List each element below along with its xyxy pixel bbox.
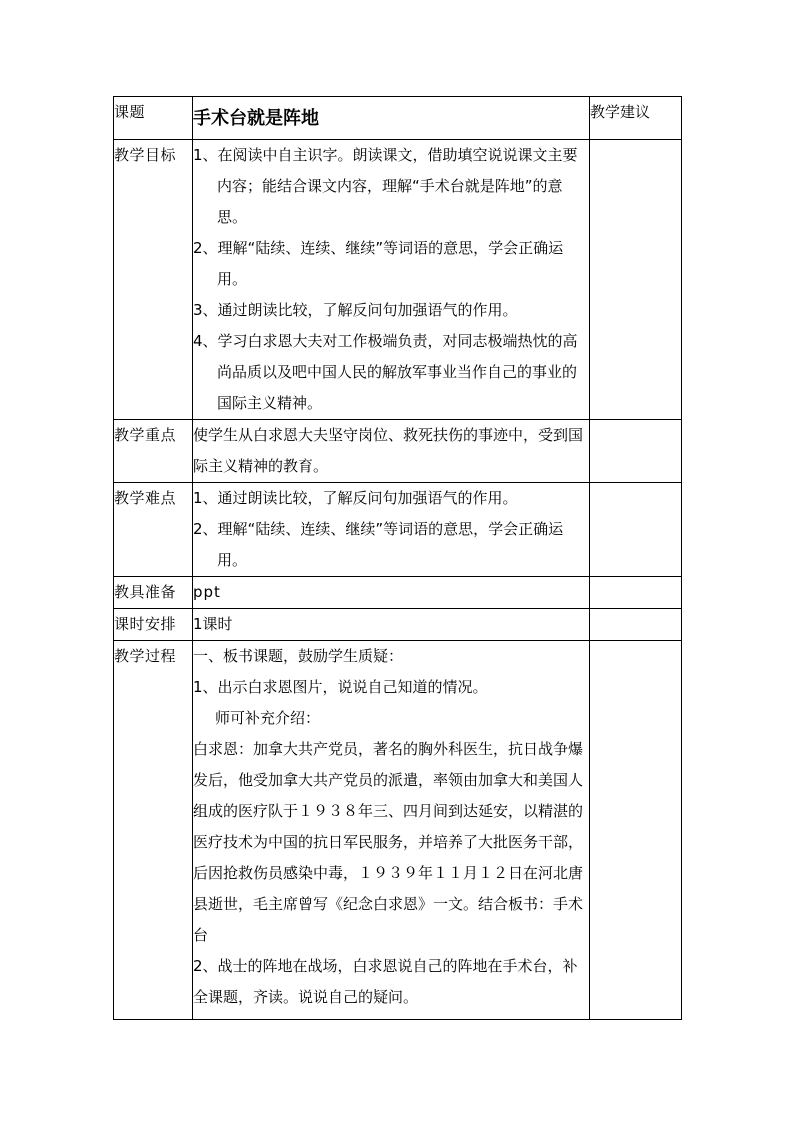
label-objectives: 教学目标 xyxy=(114,140,193,420)
row-schedule xyxy=(114,609,682,641)
schedule-cell xyxy=(193,609,590,641)
label-difficulties: 教学难点 xyxy=(114,483,193,577)
lesson-plan-table xyxy=(113,96,682,1020)
process-line: 1、出示白求恩图片，说说自己知道的情况。 xyxy=(193,678,488,696)
materials-text: ppt xyxy=(193,583,221,601)
schedule-text: 1课时 xyxy=(193,615,233,633)
advice-objectives xyxy=(590,140,682,420)
difficulties-cell xyxy=(193,483,590,577)
lesson-title: 手术台就是阵地 xyxy=(193,108,319,129)
difficulty-item: 1、通过朗读比较，了解反问句加强语气的作用。 xyxy=(193,489,518,507)
advice-difficulties xyxy=(590,483,682,577)
materials-cell xyxy=(193,577,590,609)
advice-header: 教学建议 xyxy=(590,97,682,140)
row-difficulties xyxy=(114,483,682,577)
objectives-cell xyxy=(193,140,590,420)
label-schedule: 课时安排 xyxy=(114,609,193,641)
advice-materials xyxy=(590,577,682,609)
objective-item: 3、通过朗读比较，了解反问句加强语气的作用。 xyxy=(193,301,518,319)
process-line: 一、板书课题，鼓励学生质疑： xyxy=(193,647,404,665)
process-cell xyxy=(193,641,590,1020)
lesson-title-cell xyxy=(193,97,590,140)
advice-key-points xyxy=(590,420,682,483)
objective-item: 4、学习白求恩大夫对工作极端负责，对同志极端热忱的高尚品质以及吧中国人民的解放军事业当作自己的事业的国际主义精神。 xyxy=(193,332,578,412)
objective-item: 1、在阅读中自主识字。朗读课文，借助填空说说课文主要内容；能结合课文内容，理解“手术台就是阵地”的意思。 xyxy=(193,146,578,226)
row-process xyxy=(114,641,682,1020)
label-key-points: 教学重点 xyxy=(114,420,193,483)
row-objectives xyxy=(114,140,682,420)
advice-schedule xyxy=(590,609,682,641)
label-materials: 教具准备 xyxy=(114,577,193,609)
key-points-text: 使学生从白求恩大夫坚守岗位、救死扶伤的事迹中，受到国际主义精神的教育。 xyxy=(193,426,584,475)
objective-item: 2、理解“陆续、连续、继续”等词语的意思，学会正确运用。 xyxy=(193,239,564,288)
difficulty-item: 2、理解“陆续、连续、继续”等词语的意思，学会正确运用。 xyxy=(193,520,564,569)
advice-process xyxy=(590,641,682,1020)
row-topic xyxy=(114,97,682,140)
label-topic: 课题 xyxy=(114,97,193,140)
key-points-cell xyxy=(193,420,590,483)
row-key-points xyxy=(114,420,682,483)
label-process: 教学过程 xyxy=(114,641,193,1020)
process-line: 白求恩：加拿大共产党员，著名的胸外科医生，抗日战争爆发后，他受加拿大共产党员的派遣，率领由加拿大和美国人组成的医疗队于１９３８年三、四月间到达延安，以精湛的医疗技术为中国的抗日军民服务，并培养了大批医务干部，后因抢救伤员感染中毒，１９３９年１１月１２日在河北唐县逝世，毛主席曾写《纪念白求恩》一文。结合板书：手术台 xyxy=(193,740,584,944)
process-line: 2、战士的阵地在战场，白求恩说自己的阵地在手术台，补全课题，齐读。说说自己的疑问。 xyxy=(193,957,578,1006)
row-materials xyxy=(114,577,682,609)
process-line: 师可补充介绍： xyxy=(215,709,321,727)
